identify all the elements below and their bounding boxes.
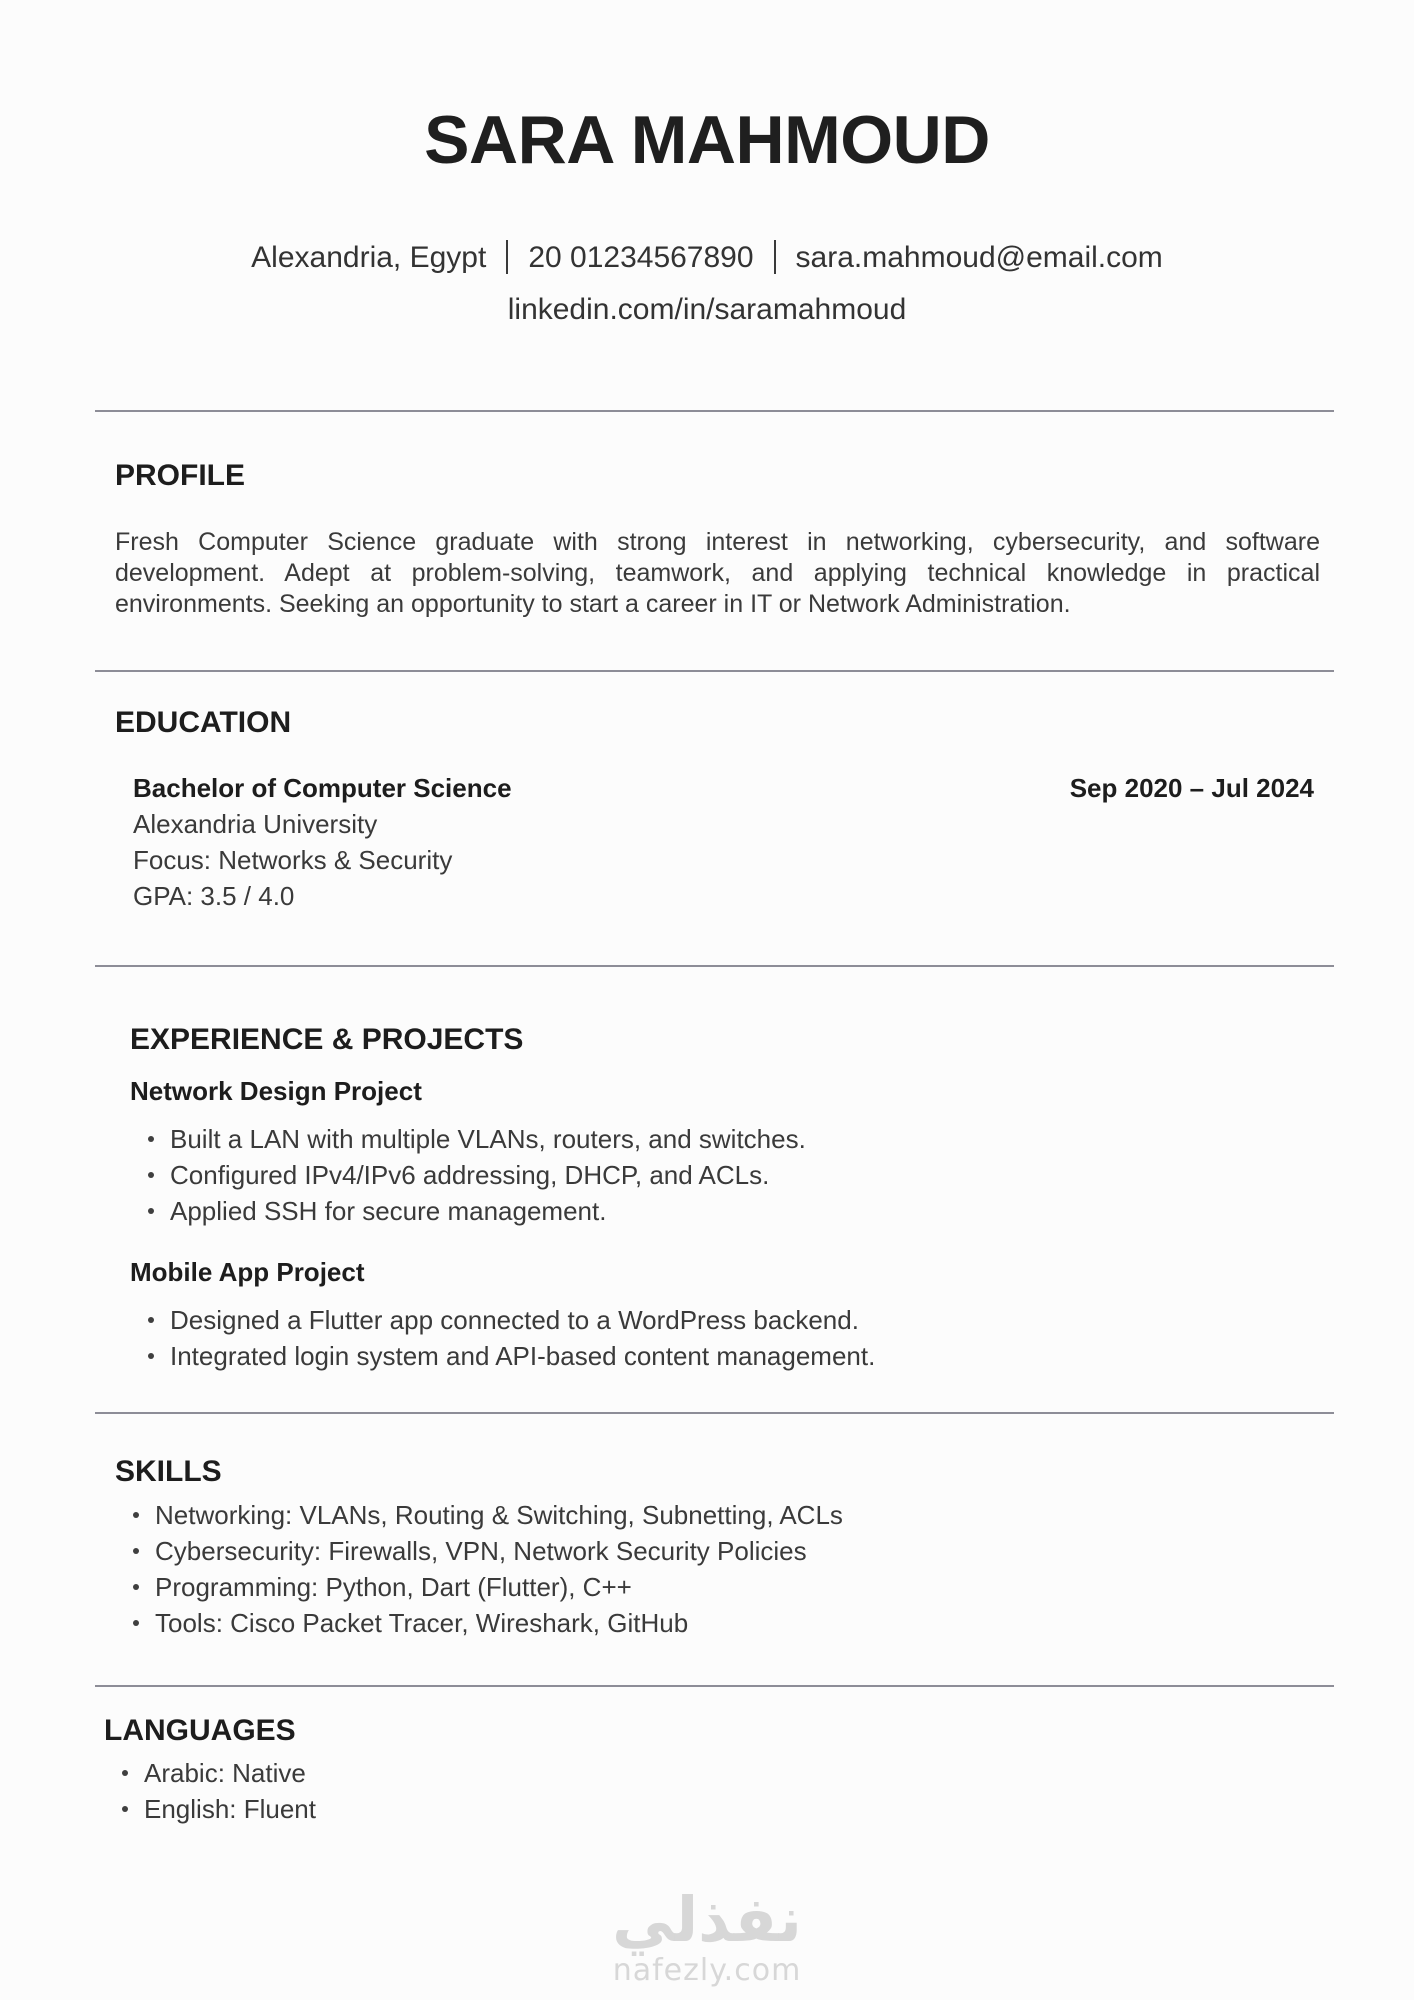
contact-line [80,240,1334,275]
project-bullet: Integrated login system and API-based content management. [170,1338,1334,1374]
language-item: Arabic: Native [144,1755,1334,1791]
candidate-name: SARA MAHMOUD [424,102,990,178]
project-entry [130,1074,1334,1229]
nafezly-watermark [80,1883,1334,1988]
nafezly-site-text: nafezly.com [612,1953,802,1988]
profile-section [115,459,1334,620]
project-bullet: Built a LAN with multiple VLANs, routers, and switches. [170,1121,1334,1157]
project-bullet-list [130,1121,1334,1229]
contact-phone: 20 01234567890 [528,241,754,274]
contact-linkedin: linkedin.com/in/saramahmoud [507,293,907,326]
skill-item: Networking: VLANs, Routing & Switching, Subnetting, ACLs [155,1497,1334,1533]
section-divider [95,410,1334,412]
project-title: Mobile App Project [130,1257,365,1287]
section-divider [95,670,1334,672]
skills-heading: SKILLS [115,1455,222,1488]
profile-heading: PROFILE [115,459,246,492]
languages-section [104,1714,1334,1827]
section-divider [95,965,1334,967]
contact-separator-bar [506,240,508,274]
education-title-row [133,770,1314,806]
project-bullet-list [130,1302,1334,1374]
contact-email: sara.mahmoud@email.com [795,241,1163,274]
project-bullet: Applied SSH for secure management. [170,1193,1334,1229]
experience-section [130,1023,1334,1374]
education-focus: Focus: Networks & Security [133,845,453,875]
skill-item: Cybersecurity: Firewalls, VPN, Network Security Policies [155,1533,1334,1569]
section-divider [95,1412,1334,1414]
project-bullet: Designed a Flutter app connected to a WordPress backend. [170,1302,1334,1338]
resume-header [80,102,1334,327]
education-heading: EDUCATION [115,706,292,739]
education-school: Alexandria University [133,809,378,839]
education-entry [115,770,1314,914]
contact-separator-bar [774,240,776,274]
project-entry [130,1255,1334,1374]
skills-section [115,1455,1334,1641]
education-gpa: GPA: 3.5 / 4.0 [133,881,295,911]
languages-heading: LANGUAGES [104,1714,296,1747]
skills-list [115,1497,1334,1641]
nafezly-arabic-logo: نفذلي [612,1883,802,1956]
project-bullet: Configured IPv4/IPv6 addressing, DHCP, and ACLs. [170,1157,1334,1193]
experience-heading: EXPERIENCE & PROJECTS [130,1023,524,1056]
skill-item: Programming: Python, Dart (Flutter), C++ [155,1569,1334,1605]
language-item: English: Fluent [144,1791,1334,1827]
degree-title: Bachelor of Computer Science [133,773,512,803]
education-dates: Sep 2020 – Jul 2024 [1069,773,1314,803]
education-section [115,706,1334,914]
contact-location: Alexandria, Egypt [251,241,487,274]
section-divider [95,1685,1334,1687]
languages-list [104,1755,1334,1827]
project-title: Network Design Project [130,1076,422,1106]
profile-summary-text: Fresh Computer Science graduate with strong interest in networking, cybersecurity, and software development. Adept at problem-solving, teamwork, and applying technical knowledge in practical environments. Seeking an opportunity to start a career in IT or Network Administration. [115,528,1320,618]
skill-item: Tools: Cisco Packet Tracer, Wireshark, GitHub [155,1605,1334,1641]
